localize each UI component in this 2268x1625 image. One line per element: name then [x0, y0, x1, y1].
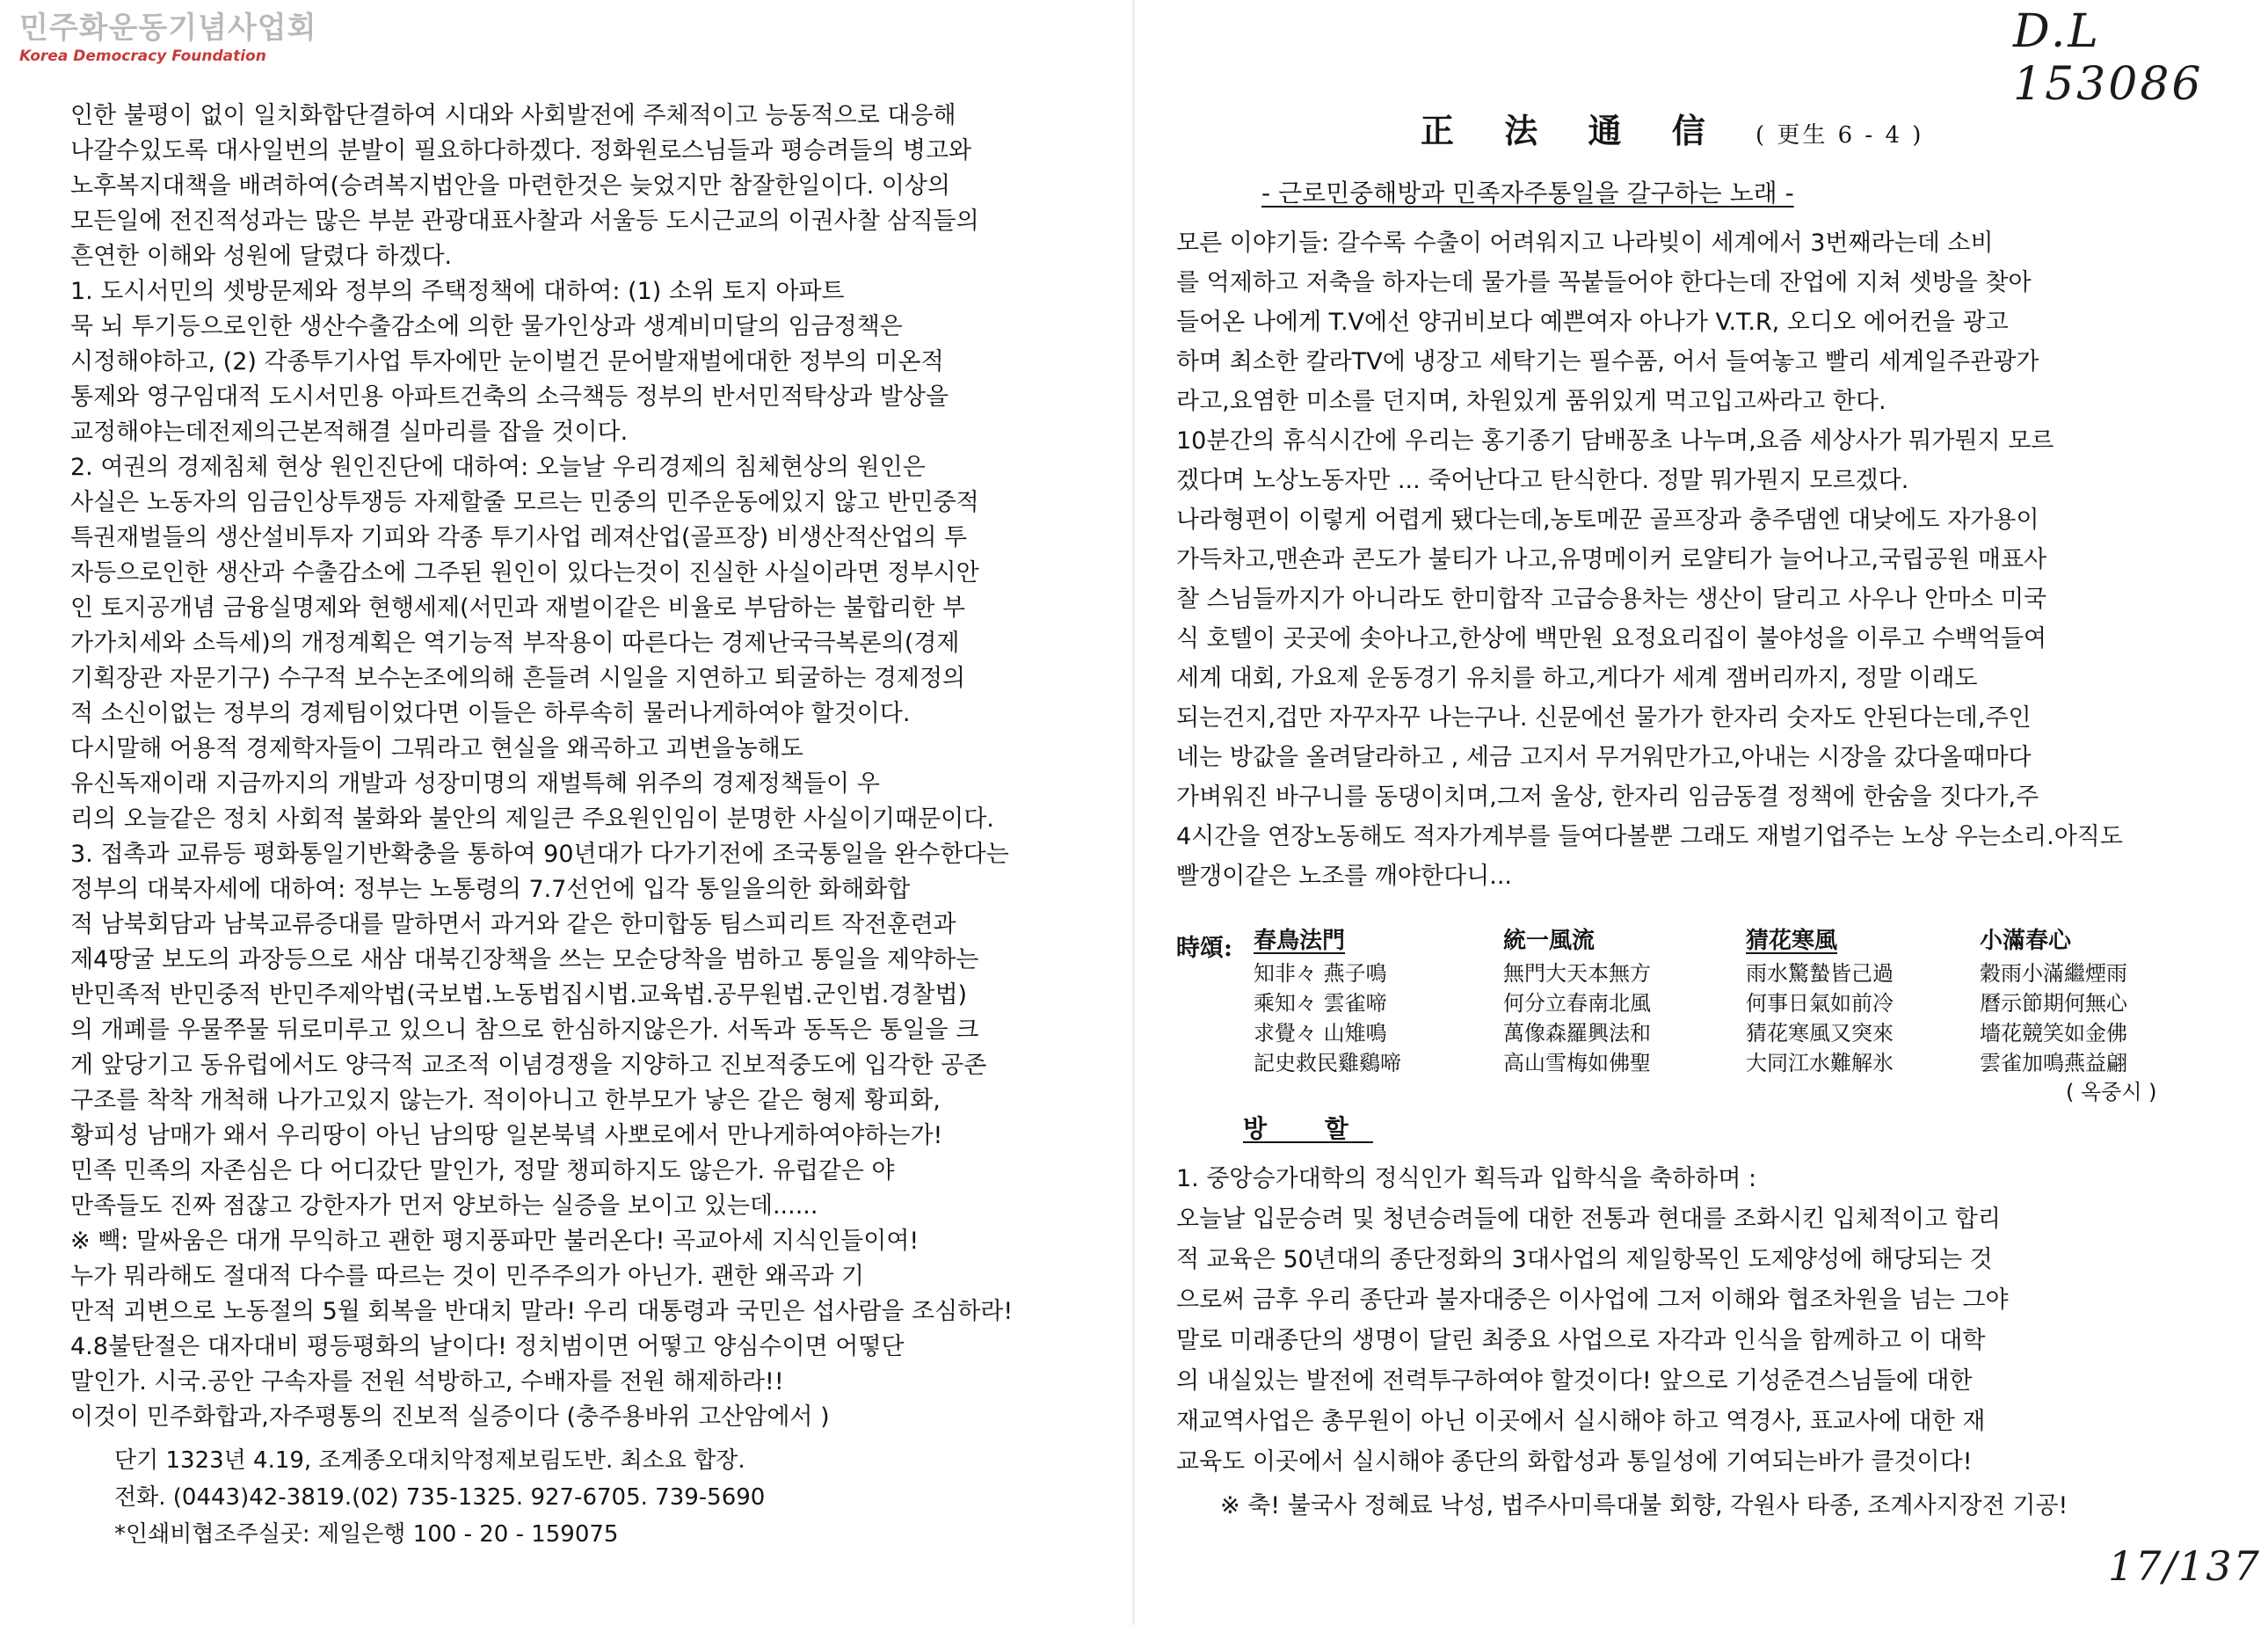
poem-column [1746, 923, 1894, 1078]
text-line: 다시말해 어용적 경제학자들이 그뭐라고 현실을 왜곡하고 괴변을농해도 [70, 735, 803, 762]
text-line: 적 소신이없는 정부의 경제팀이었다면 이들은 하루속히 물러나게하여야 할것이다. [70, 700, 911, 727]
text-line: 만적 괴변으로 노동절의 5월 회복을 반대치 말라! 우리 대통령과 국민은 섭사람을 조심하라! [70, 1298, 1014, 1325]
text-line: 들어온 나에게 T.V에선 양귀비보다 예쁜여자 아나가 V.T.R, 오디오 에어컨을 광고 [1176, 309, 2009, 336]
text-line: 나갈수있도록 대사일번의 분발이 필요하다하겠다. 정화원로스님들과 평승려들의 병고와 [70, 137, 972, 164]
text-line: 식 호텔이 곳곳에 솟아나고,한상에 백만원 요정요리집이 불야성을 이루고 수백억들여 [1176, 625, 2047, 652]
poem-column [1980, 923, 2127, 1078]
text-line: 겠다며 노상노동자만 ... 죽어난다고 탄식한다. 정말 뭐가뭔지 모르겠다. [1176, 467, 1909, 494]
poem-column [1503, 923, 1651, 1078]
text-line: 만족들도 진짜 점잖고 강한자가 먼저 양보하는 실증을 보이고 있는데...... [70, 1192, 818, 1220]
left-footer [114, 1442, 1081, 1553]
left-body-text [70, 98, 1081, 1435]
text-line: 찰 스님들까지가 아니라도 한미합작 고급승용차는 생산이 달리고 사우나 안마소 미국 [1176, 586, 2047, 613]
text-line: 게 앞당기고 동유럽에서도 양극적 교조적 이념경쟁을 지양하고 진보적중도에 입각한 공존 [70, 1052, 987, 1079]
poem-line: 雲雀加鳴燕益翩 [1980, 1051, 2127, 1075]
handwritten-page-number: 17/137 [2108, 1542, 2261, 1590]
poem-column [1254, 923, 1401, 1078]
text-line: 민족 민족의 자존심은 다 어디갔단 말인가, 정말 챙피하지도 않은가. 유럽같은 야 [70, 1157, 895, 1184]
logo-english: Korea Democracy Foundation [19, 47, 266, 65]
text-line: 빨갱이같은 노조를 깨야한다니... [1176, 863, 1512, 890]
poem-line: 高山雪梅如佛聖 [1503, 1051, 1651, 1075]
text-line: 단기 1323년 4.19, 조계종오대치악정제보림도반. 최소요 합장. [114, 1447, 745, 1474]
poem-line: 曆示節期何無心 [1980, 991, 2127, 1016]
text-line: 1. 도시서민의 셋방문제와 정부의 주택정책에 대하여: (1) 소위 토지 아파트 [70, 278, 845, 305]
text-line: 1. 중앙승가대학의 정식인가 획득과 입학식을 축하하며 : [1176, 1165, 1757, 1192]
text-line: 되는건지,겁만 자꾸자꾸 나는구나. 신문에선 물가가 한자리 숫자도 안된다는데,주인 [1176, 704, 2032, 732]
poem-line: 何分立春南北風 [1503, 991, 1651, 1016]
poem-title: 統一風流 [1503, 928, 1596, 954]
poem-line: 知非々 燕子鳴 [1254, 961, 1387, 986]
poem-line: 大同江水難解氷 [1746, 1051, 1894, 1075]
text-line: 가벼워진 바구니를 동댕이치며,그저 울상, 한자리 임금동결 정책에 한숨을 짓다가,주 [1176, 783, 2039, 811]
text-line: 묵 뇌 투기등으로인한 생산수출감소에 의한 물가인상과 생계비미달의 임금정책은 [70, 313, 903, 340]
poem-line: 無門大天本無方 [1503, 961, 1651, 986]
text-line: 오늘날 입문승려 및 청년승려들에 대한 전통과 현대를 조화시킨 입체적이고 합리 [1176, 1206, 2001, 1233]
text-line: 이것이 민주화합과,자주평통의 진보적 실증이다 (충주용바위 고산암에서 ) [70, 1403, 830, 1431]
title-issue: ( 更生 6 - 4 ) [1755, 122, 1924, 149]
text-line: 교정해야는데전제의근본적해결 실마리를 잡을 것이다. [70, 419, 629, 446]
poem-line: 記史救民雞鷄啼 [1254, 1051, 1401, 1075]
text-line: 인한 불평이 없이 일치화합단결하여 시대와 사회발전에 주체적이고 능동적으로 대응해 [70, 102, 956, 129]
text-line: 인 토지공개념 금융실명제와 현행세제(서민과 재벌이같은 비율로 부담하는 불합리한 부 [70, 594, 966, 622]
text-line: 말로 미래종단의 생명이 달린 최중요 사업으로 자각과 인식을 함께하고 이 대학 [1176, 1327, 1986, 1354]
handwritten-code: D.L 153086 [2013, 5, 2204, 111]
text-line: 모른 이야기들: 갈수록 수출이 어려워지고 나라빚이 세계에서 3번째라는데 소비 [1176, 230, 1994, 257]
text-line: 2. 여권의 경제침체 현상 원인진단에 대하여: 오늘날 우리경제의 침체현상의 원인은 [70, 454, 926, 481]
title-text: 正 法 通 信 [1421, 111, 1725, 150]
text-line: 통제와 영구임대적 도시서민용 아파트건축의 소극책등 정부의 반서민적탁상과 발상을 [70, 383, 949, 411]
poems-heading: 時頌: [1176, 935, 1232, 962]
text-line: 전화. (0443)42-3819.(02) 735-1325. 927-6705. 739-5690 [114, 1484, 766, 1511]
text-line: 교육도 이곳에서 실시해야 종단의 화합성과 통일성에 기여되는바가 클것이다! [1176, 1448, 1973, 1476]
text-line: 10분간의 휴식시간에 우리는 홍기종기 담배꽁초 나누며,요즘 세상사가 뭐가뭔지 모르 [1176, 427, 2054, 455]
text-line: 리의 오늘같은 정치 사회적 불화와 불안의 제일큰 주요원인임이 분명한 사실이기때문이다. [70, 805, 994, 833]
text-line: ※ 빽: 말싸움은 대개 무익하고 괜한 평지풍파만 불러온다! 곡교아세 지식인들이여! [70, 1228, 920, 1255]
text-line: 정부의 대북자세에 대하여: 정부는 노통령의 7.7선언에 입각 통일을의한 화해화합 [70, 876, 911, 903]
text-line: 적 교육은 50년대의 종단정화의 3대사업의 제일항목인 도제양성에 해당되는 것 [1176, 1246, 1993, 1273]
text-line: 황피성 남매가 왜서 우리땅이 아닌 남의땅 일본북녘 사뽀로에서 만나게하여야하는가! [70, 1122, 943, 1149]
text-line: 하며 최소한 칼라TV에 냉장고 세탁기는 필수품, 어서 들여놓고 빨리 세계일주관광가 [1176, 348, 2039, 375]
text-line: 사실은 노동자의 임금인상투쟁등 자제할줄 모르는 민중의 민주운동에있지 않고 반민중적 [70, 489, 979, 516]
text-line: 의 내실있는 발전에 전력투구하여야 할것이다! 앞으로 기성준견스님들에 대한 [1176, 1367, 1973, 1395]
text-line: 네는 방값을 올려달라하고 , 세금 고지서 무거워만가고,아내는 시장을 갔다올때마다 [1176, 744, 2032, 771]
text-line: 가득차고,맨숀과 콘도가 불티가 나고,유명메이커 로얄티가 늘어나고,국립공원 매표사 [1176, 546, 2047, 573]
text-line: 누가 뭐라해도 절대적 다수를 따르는 것이 민주주의가 아닌가. 괜한 왜곡과 기 [70, 1263, 864, 1290]
newsletter-title [1421, 104, 1923, 152]
notice-text [1176, 1159, 2231, 1483]
poem-line: 雨水驚蟄皆己過 [1746, 961, 1894, 986]
text-line: 노후복지대책을 배려하여(승려복지법안을 마련한것은 늦었지만 참잘한일이다. 이상의 [70, 172, 950, 200]
text-line: 특권재벌들의 생산설비투자 기피와 각종 투기사업 레져산업(골프장) 비생산적산업의 투 [70, 524, 968, 551]
notice-congrats: ※ 축! 불국사 정혜료 낙성, 법주사미륵대불 회향, 각원사 타종, 조계사지장전 기공! [1220, 1492, 2068, 1519]
text-line: 구조를 착착 개척해 나가고있지 않는가. 적이아니고 한부모가 낳은 같은 형제 황피화, [70, 1087, 941, 1114]
text-line: 말인가. 시국.공안 구속자를 전원 석방하고, 수배자를 전원 해제하라!! [70, 1368, 784, 1395]
poem-line: 萬像森羅興法和 [1503, 1021, 1651, 1046]
text-line: 유신독재이래 지금까지의 개발과 성장미명의 재벌특혜 위주의 경제정책들이 우 [70, 770, 880, 798]
poem-line: 墻花競笑如金佛 [1980, 1021, 2127, 1046]
text-line: *인쇄비협조주실곳: 제일은행 100 - 20 - 159075 [114, 1521, 619, 1548]
foundation-logo [19, 11, 316, 65]
text-line: 제4땅굴 보도의 과장등으로 새삼 대북긴장책을 쓰는 모순당착을 범하고 통일을 제약하는 [70, 946, 979, 973]
poem-line: 乘知々 雲雀啼 [1254, 991, 1387, 1016]
poem-line: 穀雨小滿繼煙雨 [1980, 961, 2127, 986]
text-line: 3. 접촉과 교류등 평화통일기반확충을 통하여 90년대가 다가기전에 조국통일을 완수한다는 [70, 841, 1009, 868]
poem-title: 春鳥法門 [1254, 928, 1346, 954]
text-line: 적 남북회담과 남북교류증대를 말하면서 과거와 같은 한미합동 팀스피리트 작전훈련과 [70, 911, 956, 938]
notice-heading: 방 할 [1243, 1114, 1373, 1143]
text-line: 흔연한 이해와 성원에 달렸다 하겠다. [70, 243, 453, 270]
text-line: 반민족적 반민중적 반민주제악법(국보법.노동법집시법.교육법.공무원법.군인법.경찰법) [70, 981, 968, 1009]
text-line: 자등으로인한 생산과 수출감소에 그주된 원인이 있다는것이 진실한 사실이라면 정부시안 [70, 559, 979, 587]
text-line: 4시간을 연장노동해도 적자가계부를 들여다볼뿐 그래도 재벌기업주는 노상 우는소리.아직도 [1176, 823, 2123, 850]
text-line: 시정해야하고, (2) 각종투기사업 투자에만 눈이벌건 문어발재벌에대한 정부의 미온적 [70, 348, 944, 375]
text-line: 기획장관 자문기구) 수구적 보수논조에의해 흔들려 시일을 지연하고 퇴굴하는 경제정의 [70, 665, 966, 692]
text-line: 재교역사업은 총무원이 아닌 이곳에서 실시해야 하고 역경사, 표교사에 대한 재 [1176, 1408, 1986, 1435]
poem-title: 小滿春心 [1980, 928, 2072, 954]
logo-korean: 민주화운동기념사업회 [19, 11, 317, 46]
right-body-text [1176, 223, 2231, 896]
text-line: 의 개폐를 우물쭈물 뒤로미루고 있으니 참으로 한심하지않은가. 서독과 동독은 통일을 크 [70, 1017, 979, 1044]
text-line: 를 억제하고 저축을 하자는데 물가를 꼭붙들어야 한다는데 잔업에 지쳐 셋방을 찾아 [1176, 269, 2032, 296]
text-line: 모든일에 전진적성과는 많은 부분 관광대표사찰과 서울등 도시근교의 이권사찰 삼직들의 [70, 208, 979, 235]
poem-line: 何事日氣如前冷 [1746, 991, 1894, 1016]
right-page [1134, 0, 2268, 1625]
poem-line: 猜花寒風又突來 [1746, 1021, 1894, 1046]
text-line: 세계 대회, 가요제 운동경기 유치를 하고,게다가 세계 잼버리까지, 정말 이래도 [1176, 665, 1978, 692]
text-line: 으로써 금후 우리 종단과 불자대중은 이사업에 그저 이해와 협조차원을 넘는 그야 [1176, 1286, 2009, 1314]
text-line: 라고,요염한 미소를 던지며, 차원있게 품위있게 먹고입고싸라고 한다. [1176, 388, 1886, 415]
newsletter-subtitle: - 근로민중해방과 민족자주통일을 갈구하는 노래 - [1261, 179, 1794, 208]
text-line: 4.8불탄절은 대자대비 평등평화의 날이다! 정치범이면 어떻고 양심수이면 어떻단 [70, 1333, 905, 1360]
poem-author: ( 옥중시 ) [2066, 1080, 2157, 1104]
poem-title: 猜花寒風 [1746, 928, 1838, 954]
poem-line: 求覺々 山雉鳴 [1254, 1021, 1387, 1046]
text-line: 가가치세와 소득세)의 개정계획은 역기능적 부작용이 따른다는 경제난국극복론의(경제 [70, 630, 960, 657]
text-line: 나라형편이 이렇게 어렵게 됐다는데,농토메꾼 골프장과 충주댐엔 대낮에도 자가용이 [1176, 506, 2039, 534]
